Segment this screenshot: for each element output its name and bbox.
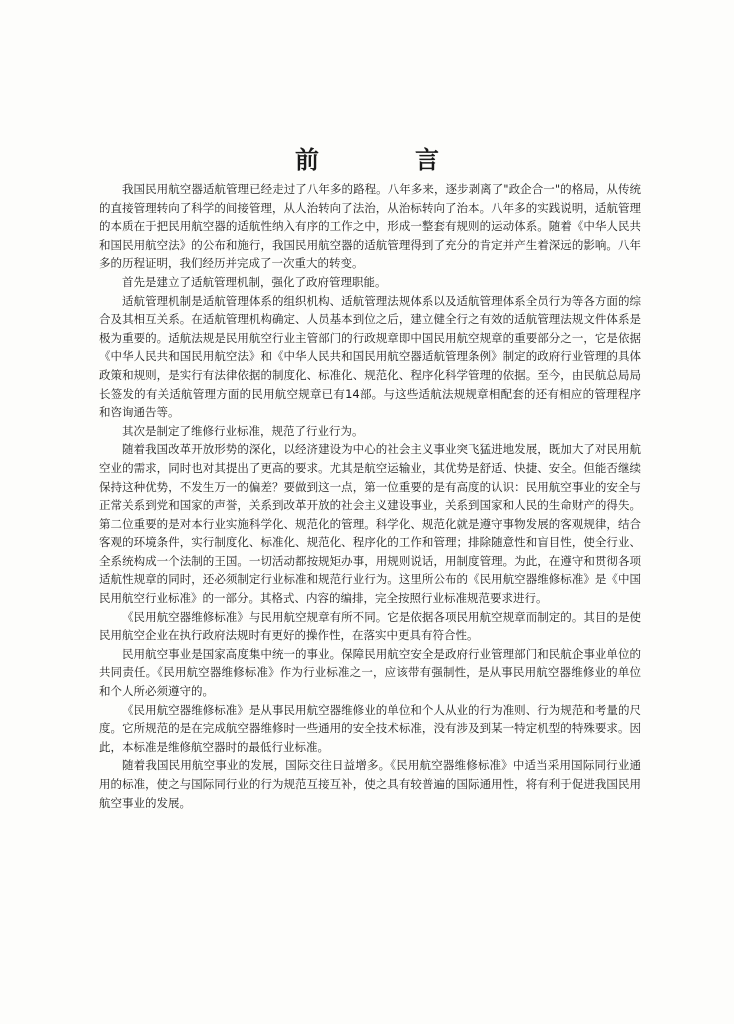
title-char-2: 言 (415, 146, 439, 174)
page-title (0, 140, 734, 175)
paragraph-4: 其次是制定了维修行业标准，规范了行业行为。 (122, 423, 364, 438)
body-text (99, 180, 641, 812)
paragraph-8: 《民用航空器维修标准》是从事民用航空器维修业的单位和个人从业的行为准则、行为规范和考量的尺度。它所规范的是在完成航空器维修时一些通用的安全技术标准，没有涉及到某一特定机型的特殊要求。因此，本标准是维修航空器时的最低行业标准。 (99, 702, 641, 754)
paragraph-5: 随着我国改革开放形势的深化，以经济建设为中心的社会主义事业突飞猛进地发展，既加大了对民用航空业的需求，同时也对其提出了更高的要求。尤其是航空运输业，其优势是舒适、快捷、安全。但能否继续保持这种优势，不发生万一的偏差？要做到这一点，第一位重要的是有高度的认识：民用航空事业的安全与正常关系到党和国家的声誉，关系到改革开放的社会主义建设事业，关系到国家和人民的生命财产的得失。第二位重要的是对本行业实施科学化、规范化的管理。科学化、规范化就是遵守事物发展的客观规律，结合客观的环境条件，实行制度化、标准化、规范化、程序化的工作和管理；排除随意性和盲目性，使全行业、全系统构成一个法制的王国。一切活动都按规矩办事，用规则说话，用制度管理。为此，在遵守和贯彻各项适航性规章的同时，还必须制定行业标准和规范行业行为。这里所公布的《民用航空器维修标准》是《中国民用航空行业标准》的一部分。其格式、内容的编排，完全按照行业标准规范要求进行。 (99, 442, 641, 606)
title-char-1: 前 (295, 146, 319, 174)
paragraph-1: 我国民用航空器适航管理已经走过了八年多的路程。八年多来，逐步剥离了"政企合一"的格局，从传统的直接管理转向了科学的间接管理，从人治转向了法治，从治标转向了治本。八年多的实践说明，适航管理的本质在于把民用航空器的适航性纳入有序的工作之中，形成一整套有规则的运动体系。随着《中华人民共和国民用航空法》的公布和施行，我国民用航空器的适航管理得到了充分的肯定并产生着深远的影响。八年多的历程证明，我们经历并完成了一次重大的转变。 (99, 182, 641, 271)
paragraph-3: 适航管理机制是适航管理体系的组织机构、适航管理法规体系以及适航管理体系全员行为等各方面的综合及其相互关系。在适航管理机构确定、人员基本到位之后，建立健全行之有效的适航管理法规文件体系是极为重要的。适航法规是民用航空行业主管部门的行政规章即中国民用航空规章的重要部分之一，它是依据《中华人民共和国民用航空法》和《中华人民共和国民用航空器适航管理条例》制定的政府行业管理的具体政策和规则，是实行有法律依据的制度化、标准化、规范化、程序化科学管理的依据。至今，由民航总局局长签发的有关适航管理方面的民用航空规章已有14部。与这些适航法规规章相配套的还有相应的管理程序和咨询通告等。 (99, 293, 641, 420)
paragraph-7: 民用航空事业是国家高度集中统一的事业。保障民用航空安全是政府行业管理部门和民航企事业单位的共同责任。《民用航空器维修标准》作为行业标准之一，应该带有强制性，是从事民用航空器维修业的单位和个人所必须遵守的。 (99, 646, 641, 699)
paragraph-2: 首先是建立了适航管理机制，强化了政府管理职能。 (122, 274, 387, 289)
paragraph-6: 《民用航空器维修标准》与民用航空规章有所不同。它是依据各项民用航空规章而制定的。其目的是使民用航空企业在执行政府法规时有更好的操作性，在落实中更具有符合性。 (99, 609, 641, 643)
paragraph-9: 随着我国民用航空事业的发展，国际交往日益增多。《民用航空器维修标准》中适当采用国际同行业通用的标准，使之与国际同行业的行为规范互接互补，使之具有较普遍的国际通用性，将有利于促进我国民用航空事业的发展。 (99, 758, 641, 810)
